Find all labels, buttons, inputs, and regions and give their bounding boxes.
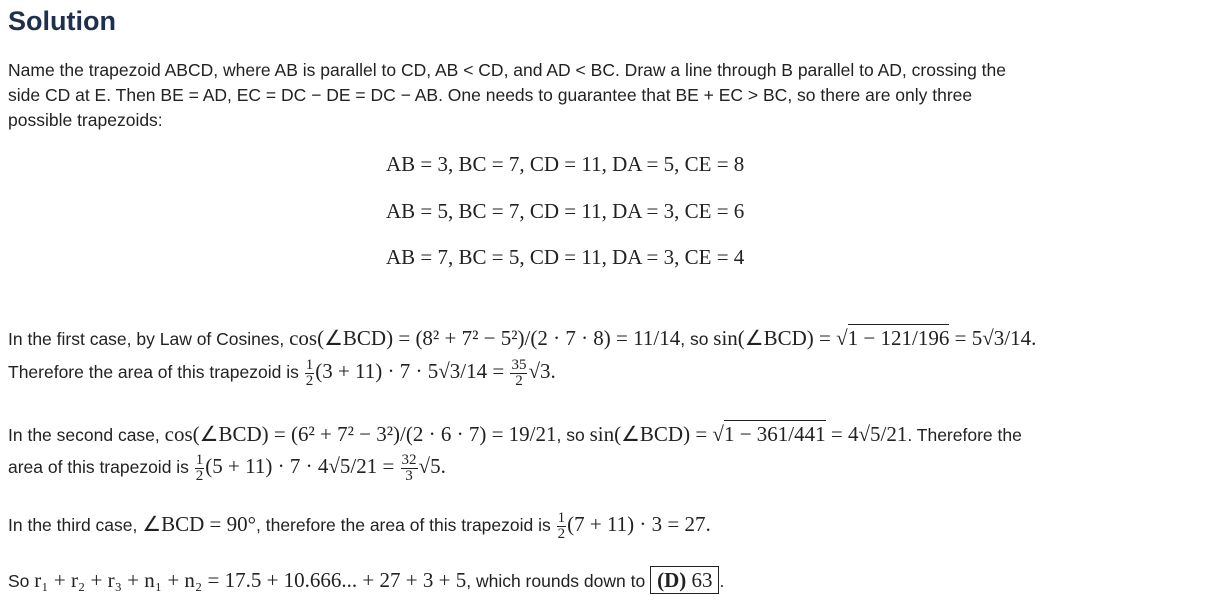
case1-sin-radicand: 1 − 121/196 bbox=[847, 326, 950, 350]
intro-line-2: side CD at E. Then BE = AD, EC = DC − DE = DC − AB. One needs to guarantee that BE + EC > BC, so there are only three bbox=[8, 85, 973, 105]
conclusion-text-a: So bbox=[8, 571, 35, 591]
case1-area-line bbox=[8, 358, 556, 389]
case2-sin-radicand: 1 − 361/441 bbox=[723, 422, 826, 446]
case1-sin-formula: sin(∠BCD) = √ bbox=[713, 326, 848, 350]
case3-text-a: In the third case, bbox=[8, 515, 143, 536]
case1-cosine-line bbox=[8, 326, 1036, 351]
case2-cos-formula: cos(∠BCD) = (6² + 7² − 3²)/(2 · 6 · 7) = 19/21 bbox=[164, 422, 557, 446]
case2-half-fraction: $\frac{1}{2}$ bbox=[195, 452, 204, 484]
case2-area-tail: √5. bbox=[418, 454, 446, 479]
case1-result-fraction: $\frac{35}{2}$ bbox=[511, 357, 527, 389]
intro-line-1: Name the trapezoid ABCD, where AB is parallel to CD, AB < CD, and AD < BC. Draw a line through B parallel to AD, crossing the bbox=[8, 60, 1006, 80]
case2-area-line bbox=[8, 453, 446, 484]
case2-result-fraction: $\frac{32}{3}$ bbox=[401, 452, 417, 484]
case3-angle: ∠BCD = 90° bbox=[142, 512, 256, 537]
case3-area-formula: (7 + 11) · 3 = 27. bbox=[567, 512, 711, 537]
case1-text-b: , so bbox=[680, 329, 714, 349]
conclusion-text-b: , which rounds down to bbox=[466, 571, 651, 591]
case1-cos-formula: cos(∠BCD) = (8² + 7² − 5²)/(2 · 7 · 8) = 11/14 bbox=[289, 326, 681, 350]
answer-letter: (D) bbox=[657, 568, 687, 592]
case1-half-fraction: $\frac{1}{2}$ bbox=[305, 357, 314, 389]
conclusion-line bbox=[8, 568, 724, 593]
case2-area-text: area of this trapezoid is bbox=[8, 457, 194, 478]
case3-line bbox=[8, 511, 711, 542]
case3-text-b: , therefore the area of this trapezoid is bbox=[256, 515, 556, 536]
trapezoid-case-2: AB = 5, BC = 7, CD = 11, DA = 3, CE = 6 bbox=[386, 199, 745, 223]
case1-area-formula: (3 + 11) · 7 · 5√3/14 = bbox=[315, 359, 510, 384]
case3-half-fraction: $\frac{1}{2}$ bbox=[557, 510, 566, 542]
case2-sin-formula: sin(∠BCD) = √ bbox=[589, 422, 724, 446]
case1-sin-result: = 5√3/14. bbox=[949, 326, 1037, 350]
case2-text-b: , so bbox=[556, 425, 590, 445]
case2-text-a: In the second case, bbox=[8, 425, 165, 445]
answer-value: 63 bbox=[686, 568, 713, 592]
solution-heading: Solution bbox=[8, 6, 116, 36]
case1-area-tail: √3. bbox=[528, 359, 556, 384]
trapezoid-case-3: AB = 7, BC = 5, CD = 11, DA = 3, CE = 4 bbox=[386, 245, 745, 269]
case1-text-a: In the first case, by Law of Cosines, bbox=[8, 329, 290, 349]
case2-sin-result: = 4√5/21 bbox=[825, 422, 908, 446]
answer-box bbox=[650, 566, 719, 594]
case2-text-c: . Therefore the bbox=[907, 425, 1022, 445]
conclusion-sum: r₁ + r₂ + r₃ + n₁ + n₂ = 17.5 + 10.666... + 27 + 3 + 5 bbox=[34, 568, 467, 592]
case2-cosine-line bbox=[8, 422, 1022, 447]
case1-area-text: Therefore the area of this trapezoid is bbox=[8, 362, 304, 383]
trapezoid-case-1: AB = 3, BC = 7, CD = 11, DA = 5, CE = 8 bbox=[386, 152, 745, 176]
case2-area-formula: (5 + 11) · 7 · 4√5/21 = bbox=[205, 454, 400, 479]
intro-line-3: possible trapezoids: bbox=[8, 110, 163, 130]
conclusion-text-c: . bbox=[719, 571, 725, 591]
